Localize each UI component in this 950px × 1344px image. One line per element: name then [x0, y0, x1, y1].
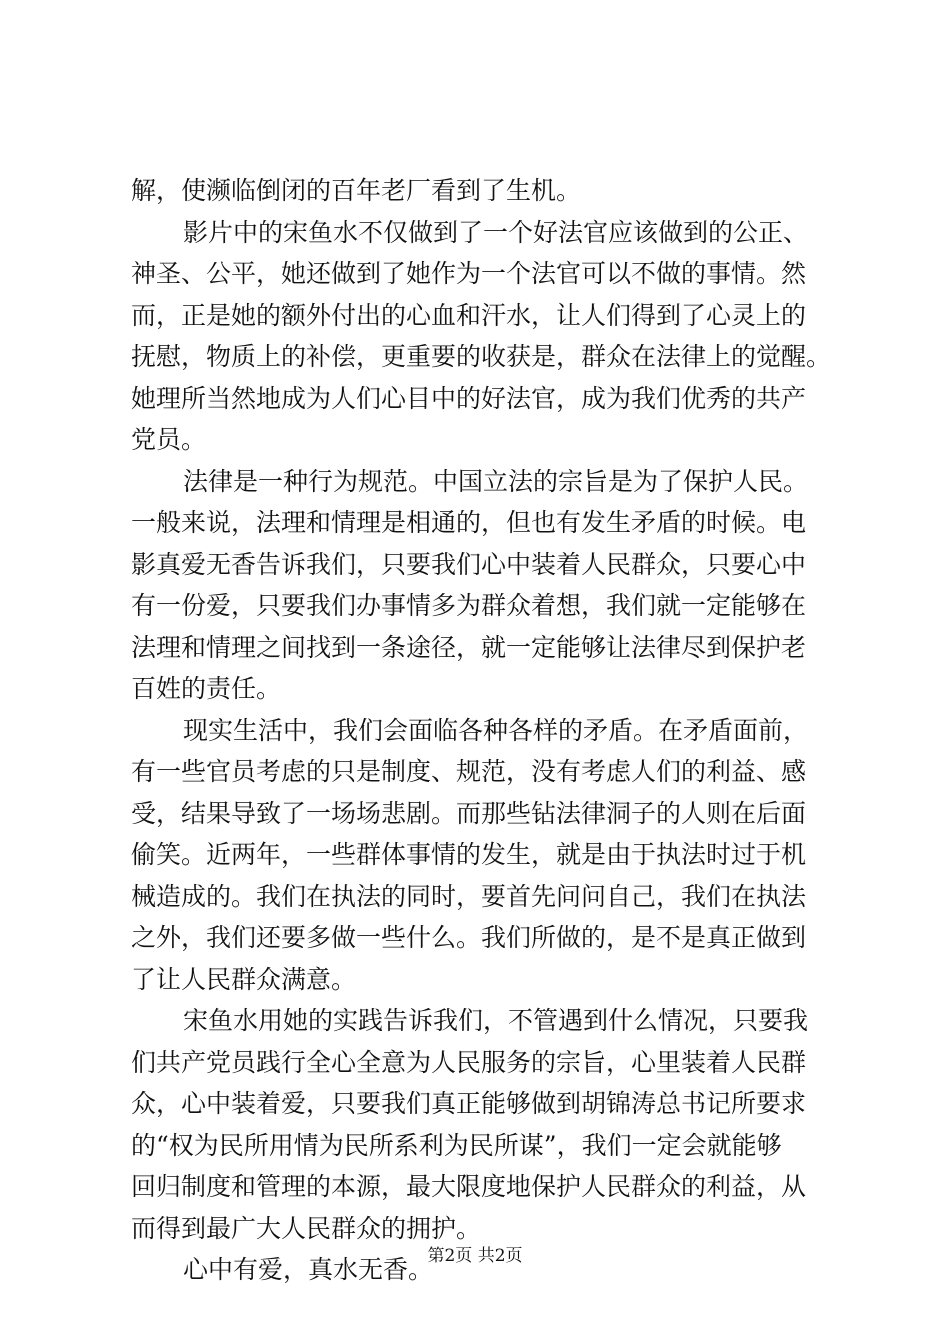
text-line: 回归制度和管理的本源，最大限度地保护人民群众的利益，从	[131, 1172, 807, 1201]
text-line: 而，正是她的额外付出的心血和汗水，让人们得到了心灵上的	[131, 300, 807, 330]
text-line: 众，心中装着爱，只要我们真正能够做到胡锦涛总书记所要求	[131, 1089, 807, 1118]
page-footer: 第2页 共2页	[427, 1246, 523, 1266]
text-line: 解，使濒临倒闭的百年老厂看到了生机。	[131, 176, 582, 205]
text-line: 法律是一种行为规范。中国立法的宗旨是为了保护人民。	[183, 466, 809, 496]
body-text	[131, 170, 843, 1291]
text-line: 神圣、公平，她还做到了她作为一个法官可以不做的事情。然	[131, 259, 807, 288]
text-line: 受，结果导致了一场场悲剧。而那些钻法律洞子的人则在后面	[131, 798, 807, 828]
text-line: 而得到最广大人民群众的拥护。	[131, 1213, 482, 1243]
text-line: 们共产党员践行全心全意为人民服务的宗旨，心里装着人民群	[131, 1047, 807, 1077]
text-line: 法理和情理之间找到一条途径，就一定能够让法律尽到保护老	[131, 632, 807, 662]
text-line: 有一份爱，只要我们办事情多为群众着想，我们就一定能够在	[131, 591, 807, 620]
text-line: 之外，我们还要多做一些什么。我们所做的，是不是真正做到	[131, 923, 807, 952]
text-line: 她理所当然地成为人们心目中的好法官，成为我们优秀的共产	[131, 383, 807, 413]
text-line: 影片中的宋鱼水不仅做到了一个好法官应该做到的公正、	[183, 217, 809, 247]
text-line: 百姓的责任。	[131, 674, 282, 703]
text-line: 心中有爱，真水无香。	[183, 1255, 434, 1284]
text-line: 偷笑。近两年，一些群体事情的发生，就是由于执法时过于机	[131, 840, 807, 869]
text-line: 抚慰，物质上的补偿，更重要的收获是，群众在法律上的觉醒。	[131, 342, 832, 371]
text-line: 宋鱼水用她的实践告诉我们，不管遇到什么情况，只要我	[183, 1006, 809, 1035]
text-line: 有一些官员考虑的只是制度、规范，没有考虑人们的利益、感	[131, 757, 807, 786]
text-line: 现实生活中，我们会面临各种各样的矛盾。在矛盾面前，	[183, 715, 809, 745]
text-line: 了让人民群众满意。	[131, 964, 357, 994]
text-line: 影真爱无香告诉我们，只要我们心中装着人民群众，只要心中	[131, 549, 807, 579]
text-line: 的“权为民所用情为民所系利为民所谋”，我们一定会就能够	[131, 1130, 782, 1160]
text-line: 一般来说，法理和情理是相通的，但也有发生矛盾的时候。电	[131, 508, 807, 537]
text-line: 械造成的。我们在执法的同时，要首先问问自己，我们在执法	[131, 881, 807, 911]
text-line: 党员。	[131, 425, 207, 454]
